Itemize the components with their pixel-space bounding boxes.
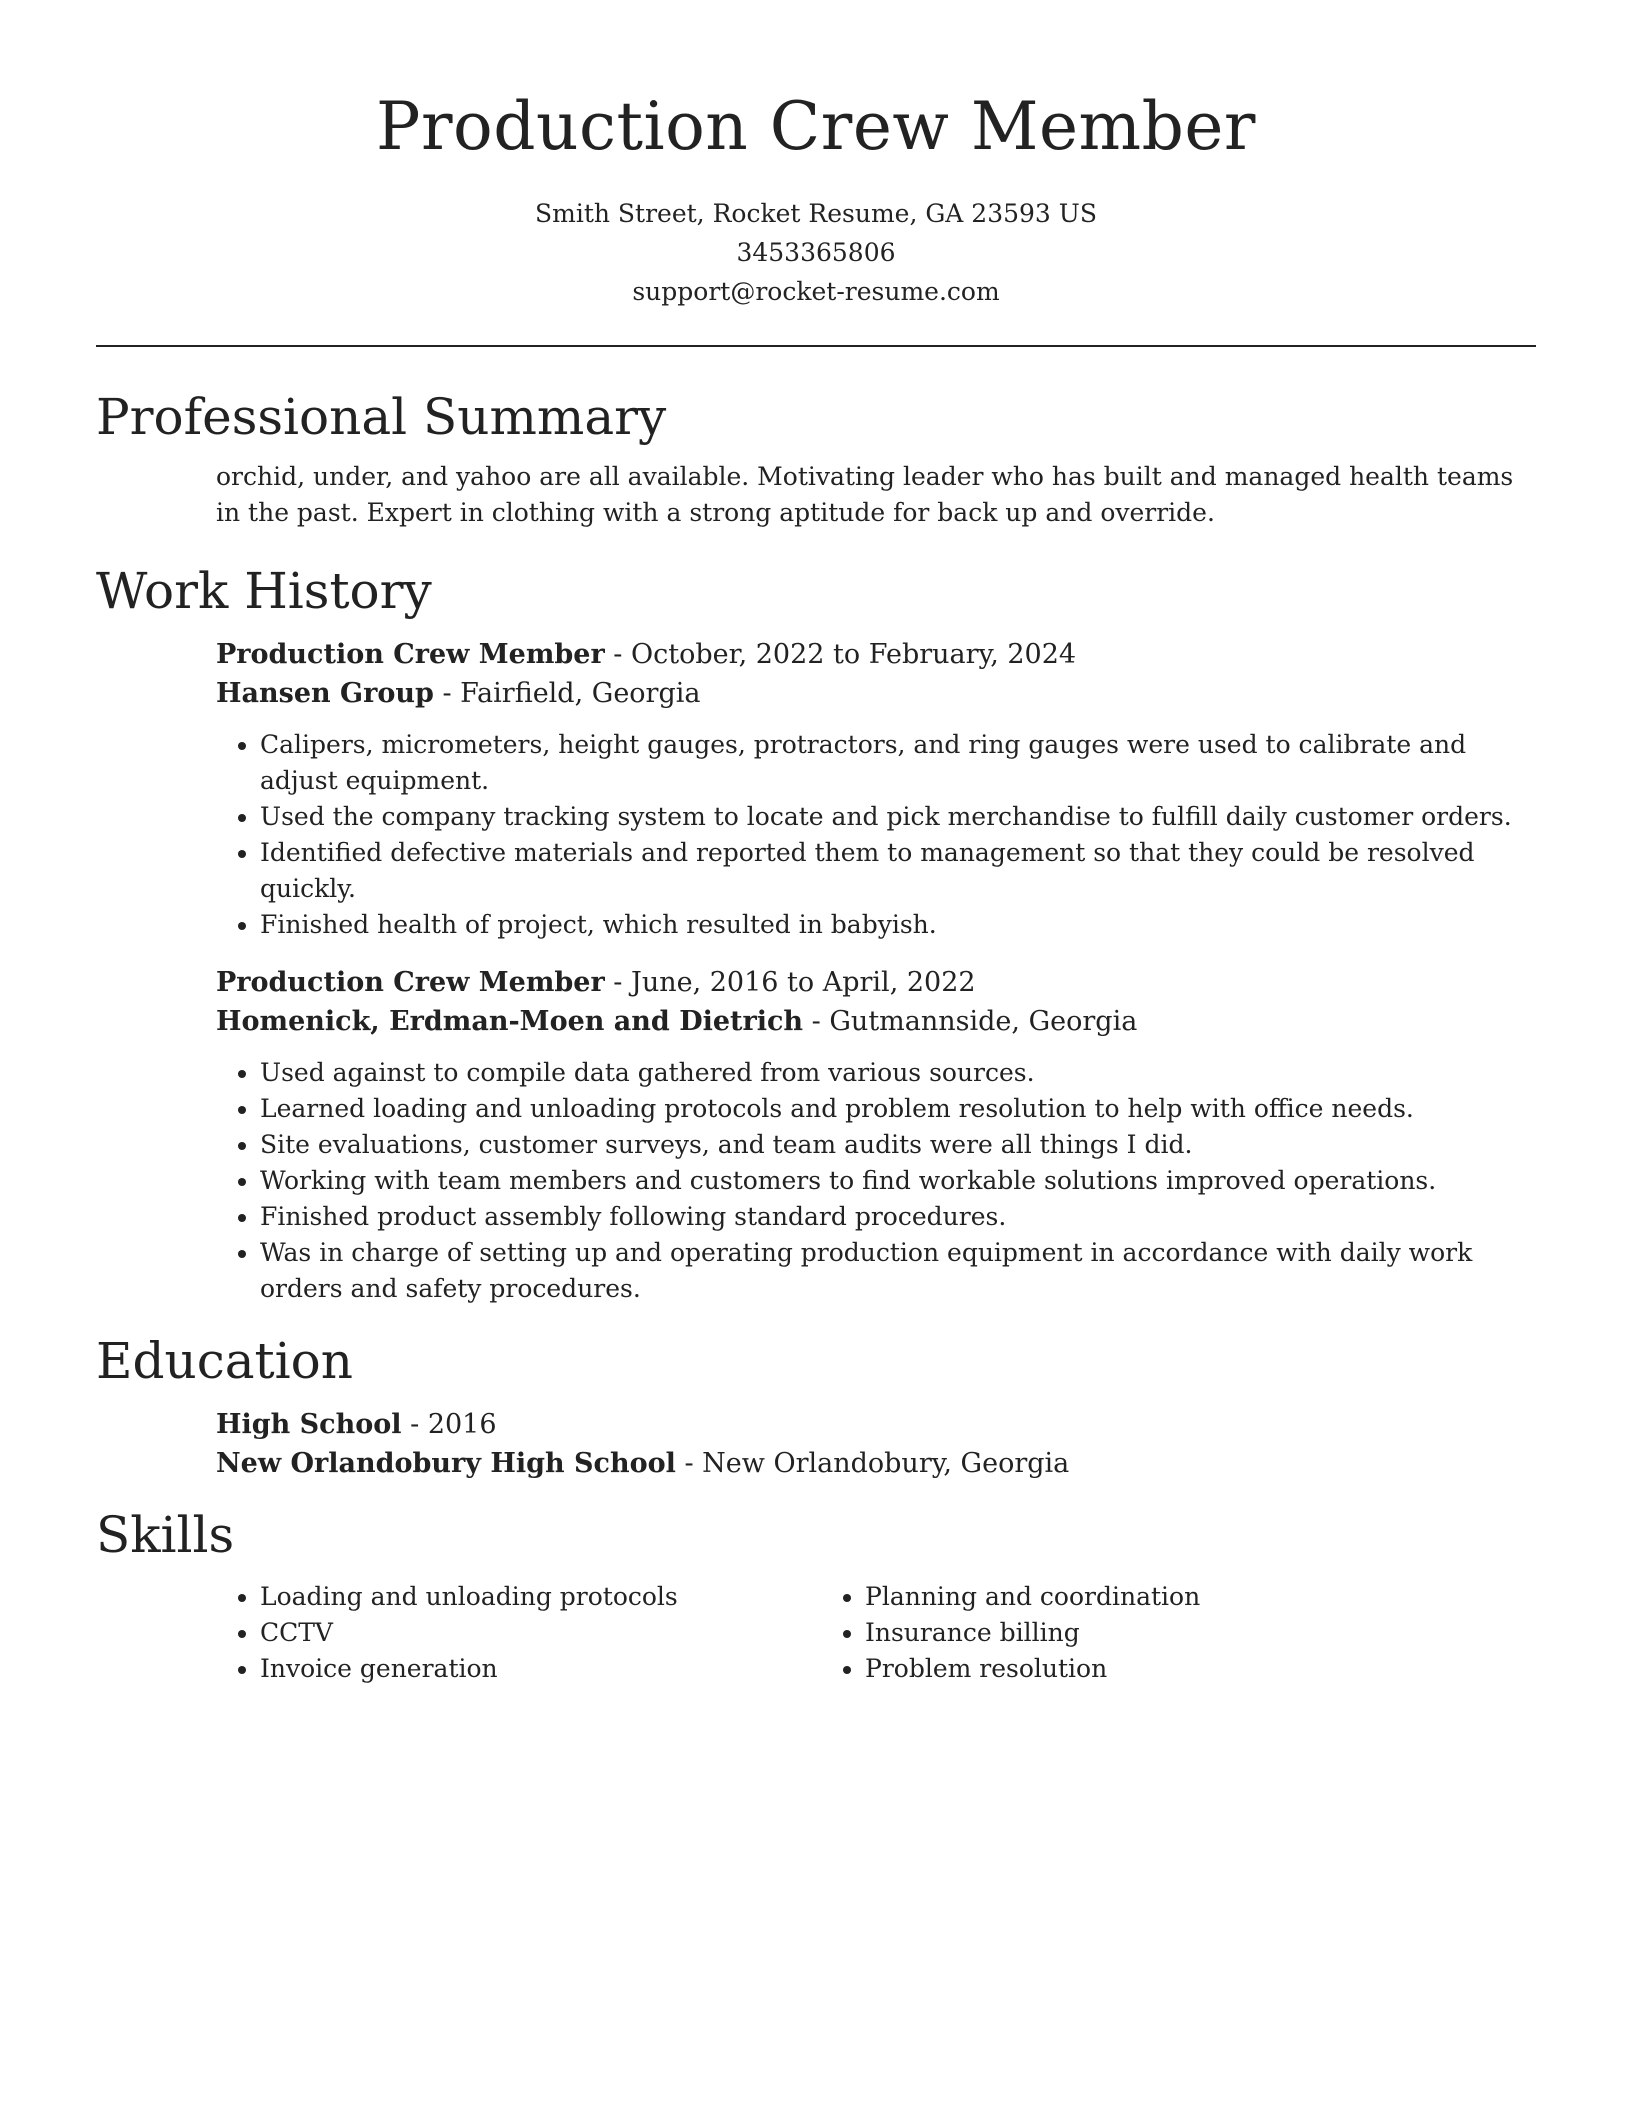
skills-grid <box>216 1579 1536 1687</box>
education-entry <box>216 1405 1536 1483</box>
job-title-line <box>216 963 1536 1002</box>
job-bullet: • Site evaluations, customer surveys, and team audits were all things I did. <box>260 1127 1536 1163</box>
job-bullet: • Was in charge of setting up and operating production equipment in accordance with daily work orders and safety procedures. <box>260 1235 1536 1307</box>
job-company-line <box>216 674 1536 713</box>
education-degree: High School <box>216 1409 402 1440</box>
job-entry <box>216 963 1536 1307</box>
skill-item: • CCTV <box>260 1615 821 1651</box>
education-degree-line <box>216 1405 1536 1444</box>
job-bullet: • Used the company tracking system to locate and pick merchandise to fulfill daily customer orders. <box>260 799 1536 835</box>
job-bullet: • Finished product assembly following standard procedures. <box>260 1199 1536 1235</box>
job-bullet: • Working with team members and customers to find workable solutions improved operations. <box>260 1163 1536 1199</box>
job-bullet: • Used against to compile data gathered from various sources. <box>260 1055 1536 1091</box>
resume-header <box>96 0 1536 311</box>
job-dates: - October, 2022 to February, 2024 <box>604 639 1077 670</box>
job-company: Hansen Group <box>216 678 434 709</box>
job-bullet: • Calipers, micrometers, height gauges, protractors, and ring gauges were used to calibrate and adjust equipment. <box>260 727 1536 799</box>
skill-item: • Planning and coordination <box>865 1579 1426 1615</box>
resume-page <box>96 0 1536 1687</box>
job-dates: - June, 2016 to April, 2022 <box>604 967 976 998</box>
skill-item: • Problem resolution <box>865 1651 1426 1687</box>
job-bullet-list <box>216 1055 1536 1307</box>
skills-column-left <box>216 1579 821 1687</box>
job-location: - Gutmannside, Georgia <box>803 1006 1138 1037</box>
contact-email: support@rocket-resume.com <box>632 277 1000 306</box>
job-bullet: • Identified defective materials and reported them to management so that they could be resolved quickly. <box>260 835 1536 907</box>
job-location: - Fairfield, Georgia <box>433 678 701 709</box>
contact-phone: 3453365806 <box>736 238 896 267</box>
work-history-heading: Work History <box>96 562 432 620</box>
education-school-line <box>216 1444 1536 1483</box>
job-role: Production Crew Member <box>216 639 605 670</box>
job-title-line <box>216 635 1536 674</box>
job-role: Production Crew Member <box>216 967 605 998</box>
skill-item: • Loading and unloading protocols <box>260 1579 821 1615</box>
job-bullet: • Finished health of project, which resulted in babyish. <box>260 907 1536 943</box>
contact-block <box>96 194 1536 311</box>
resume-name: Production Crew Member <box>376 88 1256 165</box>
education-heading: Education <box>96 1332 353 1390</box>
job-bullet: • Learned loading and unloading protocols and problem resolution to help with office needs. <box>260 1091 1536 1127</box>
summary-text: orchid, under, and yahoo are all available. Motivating leader who has built and managed health teams in the past. Expert in clothing with a strong aptitude for back up and override. <box>216 462 1514 527</box>
education-school: New Orlandobury High School <box>216 1448 676 1479</box>
skills-column-right <box>821 1579 1426 1687</box>
job-entry <box>216 635 1536 943</box>
job-company-line <box>216 1002 1536 1041</box>
job-company: Homenick, Erdman-Moen and Dietrich <box>216 1006 804 1037</box>
skill-item: • Insurance billing <box>865 1615 1426 1651</box>
contact-address: Smith Street, Rocket Resume, GA 23593 US <box>535 199 1097 228</box>
education-year: - 2016 <box>401 1409 497 1440</box>
education-location: - New Orlandobury, Georgia <box>675 1448 1070 1479</box>
skill-item: • Invoice generation <box>260 1651 821 1687</box>
job-bullet-list <box>216 727 1536 943</box>
skills-heading: Skills <box>96 1506 235 1564</box>
summary-heading: Professional Summary <box>96 388 667 446</box>
header-divider <box>96 345 1536 347</box>
